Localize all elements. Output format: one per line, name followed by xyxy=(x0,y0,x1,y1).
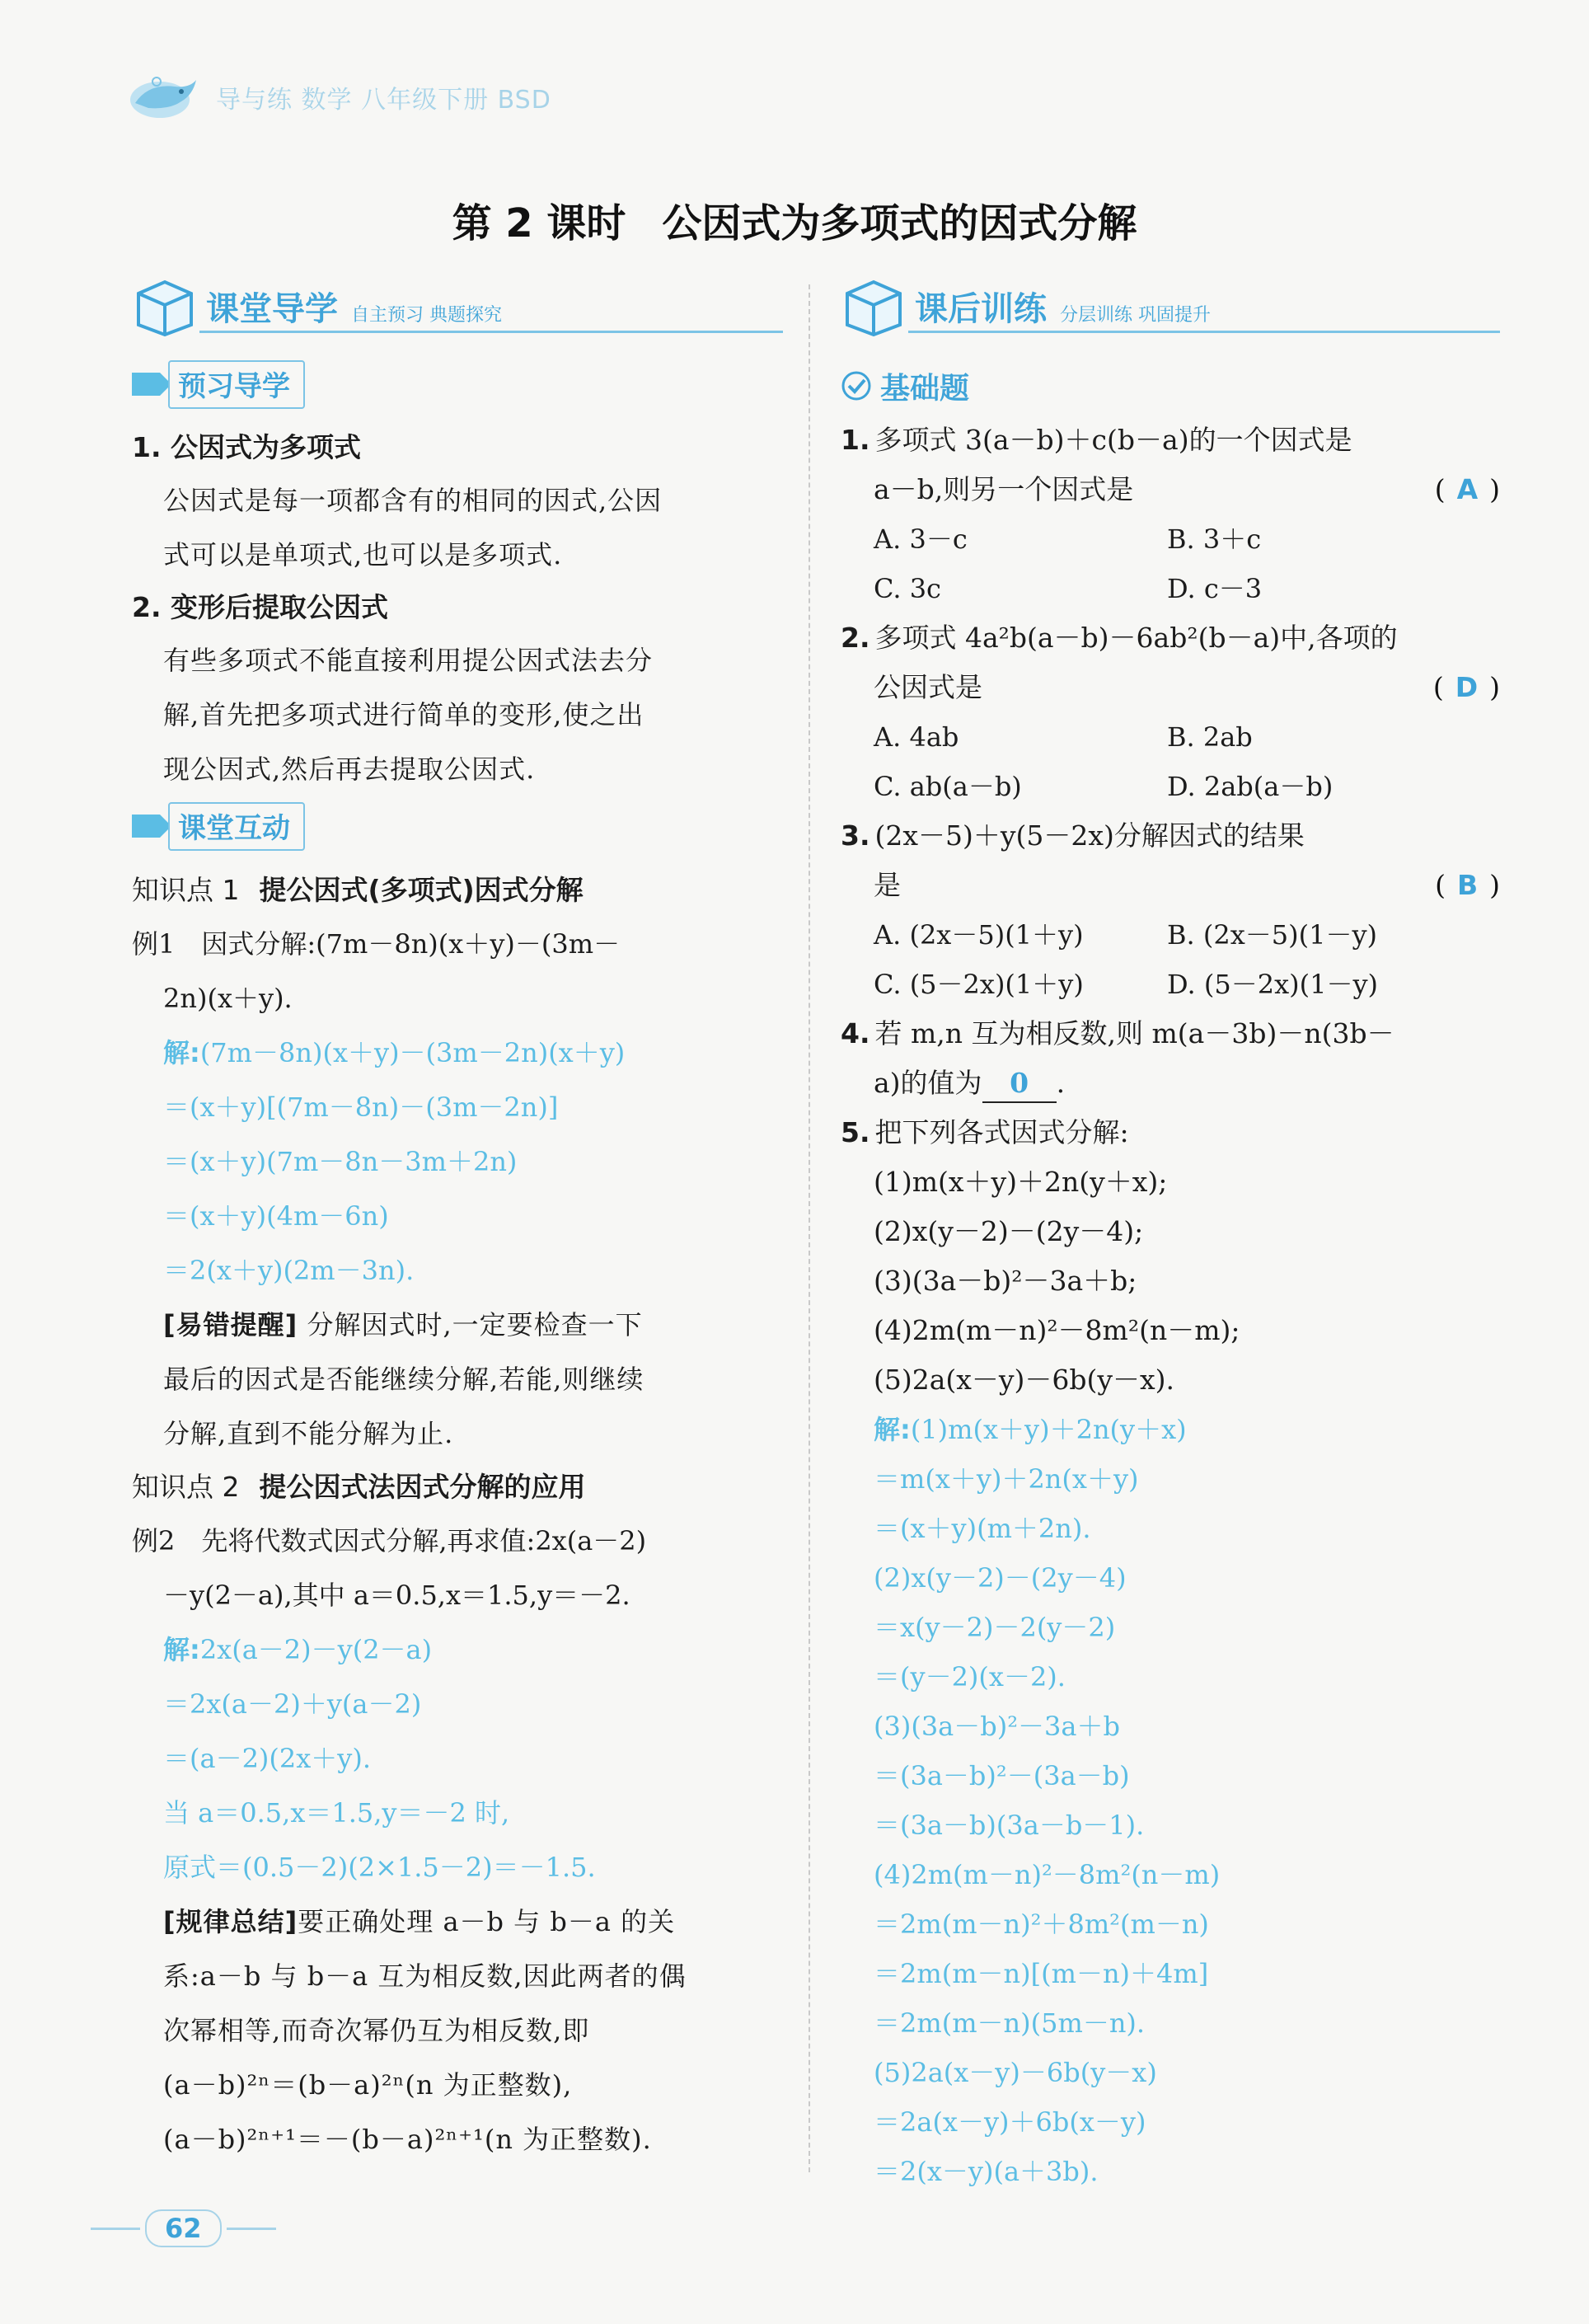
check-icon xyxy=(841,370,872,401)
question-2: 2. 多项式 4a²b(a－b)－6ab²(b－a)中,各项的 公因式是 ( D ) xyxy=(841,613,1500,712)
page-number: 62 xyxy=(91,2209,276,2247)
lesson-topic: 公因式为多项式的因式分解 xyxy=(662,200,1137,246)
lesson-title xyxy=(0,191,1589,248)
preview-heading-2: 2. 变形后提取公因式 xyxy=(132,591,388,623)
page-header xyxy=(124,64,551,130)
preview-text-1: 公因式是每一项都含有的相同的因式,公因 式可以是单项式,也可以是多项式. xyxy=(163,485,663,570)
flag-icon xyxy=(132,368,173,401)
lesson-number: 第 2 课时 xyxy=(452,200,626,246)
banner-title: 课堂导学 xyxy=(206,290,338,328)
cube-icon xyxy=(132,275,199,338)
question-1-options: A. 3－c B. 3＋c C. 3c D. c－3 xyxy=(874,523,1263,604)
question-5-solution: 解:(1)m(x＋y)＋2n(y＋x) ＝m(x＋y)＋2n(x＋y) ＝(x＋y)(m＋2n). (2)x(y－2)－(2y－4) ＝x(y－2)－2(y－2) ＝(y－2)(x－2). (3)(3a－b)²－3a＋b ＝(3a－b)²－(3a－b) ＝(3a－b)(3a－b－1). (4)2m(m－n)²－8m²(n－m) ＝2m(m－n)²＋8m²(m－n) ＝2m(m－n)[(m－n)＋4m] ＝2m(m－n)(5m－n). (5)2a(x－y)－6b(y－x) ＝2a(x－y)＋6b(x－y) ＝2(x－y)(a＋3b). xyxy=(874,1414,1221,2187)
basic-questions-label: 基础题 xyxy=(841,361,1500,411)
error-tip: [易错提醒] 分解因式时,一定要检查一下 最后的因式是否能继续分解,若能,则继续 分解,直到不能分解为止. xyxy=(163,1309,645,1449)
question-3: 3. (2x－5)＋y(5－2x)分解因式的结果 是 ( B ) xyxy=(841,811,1500,910)
interaction-label-text: 课堂互动 xyxy=(168,802,305,851)
question-3-options: A. (2x－5)(1＋y) B. (2x－5)(1－y) C. (5－2x)(1＋y) D. (5－2x)(1－y) xyxy=(874,919,1379,1000)
question-1: 1. 多项式 3(a－b)＋c(b－a)的一个因式是 a－b,则另一个因式是 ( A ) xyxy=(841,416,1500,514)
question-5-items: (1)m(x＋y)＋2n(y＋x); (2)x(y－2)－(2y－4); (3)(3a－b)²－3a＋b; (4)2m(m－n)²－8m²(n－m); (5)2a(x－y)－6b(y－x). xyxy=(874,1166,1240,1396)
cube-icon xyxy=(841,275,908,338)
answer-1: ( A ) xyxy=(1434,473,1500,505)
example-2-solution: 解:2x(a－2)－y(2－a) ＝2x(a－2)＋y(a－2) ＝(a－2)(2x＋y). 当 a＝0.5,x＝1.5,y＝－2 时, 原式＝(0.5－2)(2×1.5－2)＝－1.5. xyxy=(163,1634,596,1883)
left-column xyxy=(132,272,783,2167)
answer-2: ( D ) xyxy=(1432,671,1500,703)
preview-label-text: 预习导学 xyxy=(168,360,305,409)
dolphin-logo-icon xyxy=(124,70,203,124)
banner-title: 课后训练 xyxy=(915,290,1047,328)
example-2: 例2 先将代数式因式分解,再求值:2x(a－2) －y(2－a),其中 a＝0.5,x＝1.5,y＝－2. xyxy=(132,1525,647,1611)
knowledge-point-1: 知识点 1 提公因式(多项式)因式分解 xyxy=(132,874,584,906)
knowledge-point-2: 知识点 2 提公因式法因式分解的应用 xyxy=(132,1471,586,1503)
interaction-label xyxy=(132,803,783,849)
preview-heading-1: 1. 公因式为多项式 xyxy=(132,431,361,463)
answer-3: ( B ) xyxy=(1435,869,1500,901)
answer-4-blank: 0 xyxy=(982,1065,1057,1103)
preview-text-2: 有些多项式不能直接利用提公因式法去分 解,首先把多项式进行简单的变形,使之出 现公因式,然后再去提取公因式. xyxy=(163,645,654,785)
classroom-guide-banner xyxy=(132,272,783,338)
banner-subtitle: 分层训练 巩固提升 xyxy=(1060,305,1211,326)
preview-label xyxy=(132,361,783,407)
series-title: 导与练 数学 八年级下册 BSD xyxy=(216,86,551,115)
rule-summary: [规律总结]要正确处理 a－b 与 b－a 的关 系:a－b 与 b－a 互为相反数,因此两者的偶 次幂相等,而奇次幂仍互为相反数,即 (a－b)²ⁿ＝(b－a)²ⁿ(n 为正整数), (a－b)²ⁿ⁺¹＝－(b－a)²ⁿ⁺¹(n 为正整数). xyxy=(163,1906,687,2155)
banner-subtitle: 自主预习 典题探究 xyxy=(351,305,502,326)
flag-icon xyxy=(132,810,173,843)
question-4: 4. 若 m,n 互为相反数,则 m(a－3b)－n(3b－ a)的值为 0 . xyxy=(841,1009,1500,1108)
after-class-banner xyxy=(841,272,1500,338)
example-1-solution: 解:(7m－8n)(x＋y)－(3m－2n)(x＋y) ＝(x＋y)[(7m－8n)－(3m－2n)] ＝(x＋y)(7m－8n－3m＋2n) ＝(x＋y)(4m－6n) ＝2(x＋y)(2m－3n). xyxy=(163,1037,626,1286)
example-1: 例1 因式分解:(7m－8n)(x＋y)－(3m－ 2n)(x＋y). xyxy=(132,928,621,1014)
column-divider xyxy=(809,284,810,2172)
question-2-options: A. 4ab B. 2ab C. ab(a－b) D. 2ab(a－b) xyxy=(874,721,1334,802)
right-column xyxy=(841,272,1500,2196)
question-5: 5. 把下列各式因式分解: xyxy=(841,1116,1129,1148)
